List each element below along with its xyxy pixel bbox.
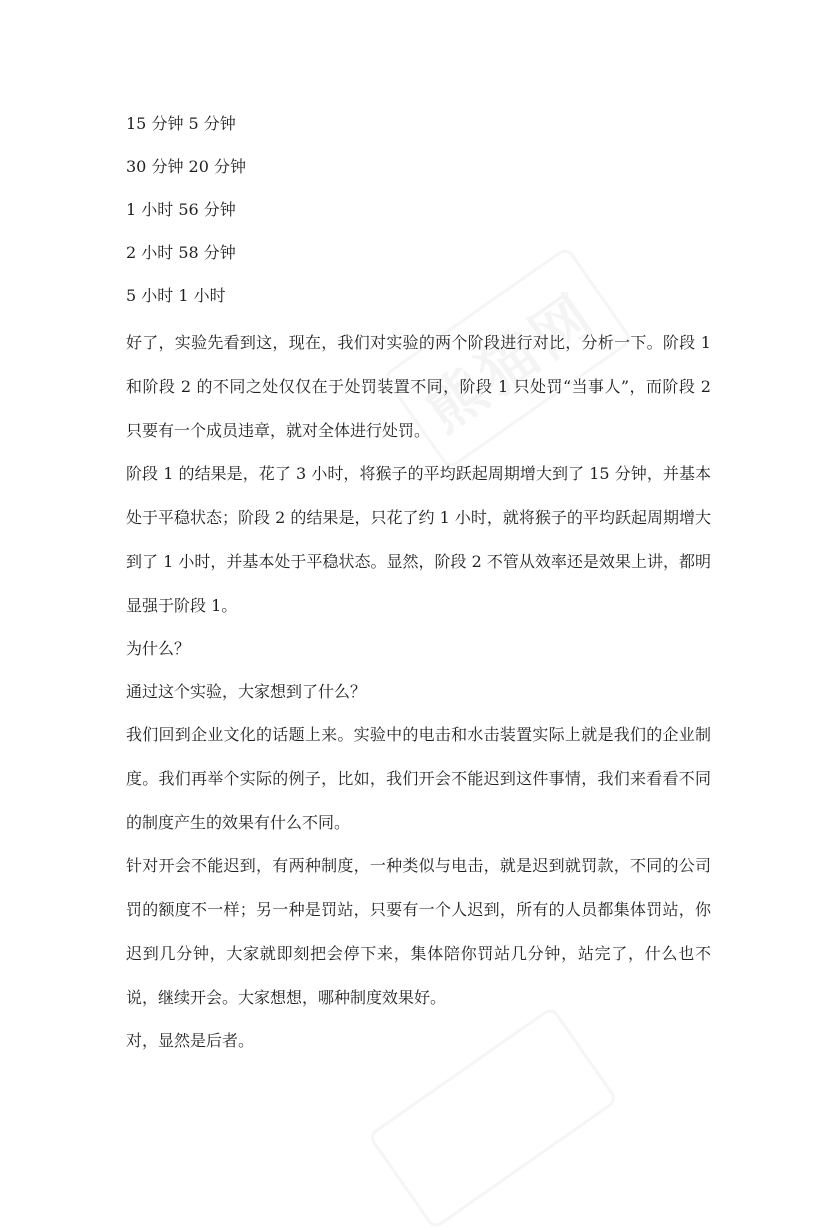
paragraph-enterprise-culture: 我们回到企业文化的话题上来。实验中的电击和水击装置实际上就是我们的企业制度。我们再举个实际的例子，比如，我们开会不能迟到这件事情，我们来看看不同的制度产生的效果有什么不同。: [126, 725, 711, 832]
data-line: 15 分钟 5 分钟: [126, 114, 236, 133]
paragraph-conclusion: 对，显然是后者。: [126, 1031, 255, 1050]
paragraph-results: 阶段 1 的结果是，花了 3 小时，将猴子的平均跃起周期增大到了 15 分钟，并基本处于平稳状态；阶段 2 的结果是，只花了约 1 小时，就将猴子的平均跃起周期增大到了 1 小时，并基本处于平稳状态。显然，阶段 2 不管从效率还是效果上讲，都明显强于阶段 1。: [126, 464, 711, 615]
paragraph-question-thoughts: 通过这个实验，大家想到了什么？: [126, 682, 367, 701]
data-line: 1 小时 56 分钟: [126, 200, 236, 219]
paragraph-comparison: 好了，实验先看到这，现在，我们对实验的两个阶段进行对比，分析一下。阶段 1 和阶段 2 的不同之处仅仅在于处罚装置不同，阶段 1 只处罚“当事人”，而阶段 2 只要有一个成员违章，就对全体进行处罚。: [126, 333, 711, 440]
data-line: 2 小时 58 分钟: [126, 243, 236, 262]
data-line: 30 分钟 20 分钟: [126, 157, 246, 176]
paragraph-question-why: 为什么？: [126, 639, 191, 658]
document-body: [126, 106, 711, 1062]
paragraph-meeting-rules: 针对开会不能迟到，有两种制度，一种类似与电击，就是迟到就罚款，不同的公司罚的额度不一样；另一种是罚站，只要有一个人迟到，所有的人员都集体罚站，你迟到几分钟，大家就即刻把会停下来，集体陪你罚站几分钟，站完了，什么也不说，继续开会。大家想想，哪种制度效果好。: [126, 856, 711, 1007]
data-line: 5 小时 1 小时: [126, 286, 226, 305]
